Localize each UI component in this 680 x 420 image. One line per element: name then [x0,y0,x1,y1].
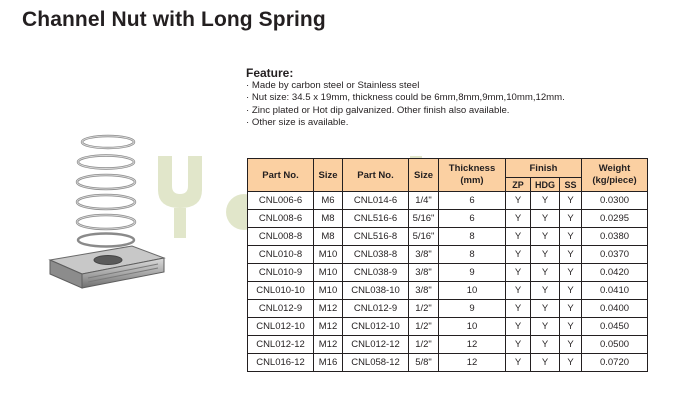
cell-thickness: 6 [439,192,506,210]
header-weight: Weight (kg/piece) [582,159,648,192]
cell-thickness: 10 [439,318,506,336]
cell-part-no-imperial: CNL012-9 [343,300,409,318]
cell-finish-hdg: Y [531,318,560,336]
cell-part-no-imperial: CNL038-8 [343,246,409,264]
cell-finish-ss: Y [560,264,582,282]
cell-thickness: 6 [439,210,506,228]
cell-weight: 0.0300 [582,192,648,210]
cell-part-no-imperial: CNL038-9 [343,264,409,282]
page-title: Channel Nut with Long Spring [22,8,326,31]
cell-finish-zp: Y [506,192,531,210]
table-body [248,192,648,372]
cell-size-imperial: 5/16" [409,228,439,246]
cell-size-imperial: 1/2" [409,336,439,354]
cell-part-no: CNL008-8 [248,228,314,246]
cell-part-no: CNL012-10 [248,318,314,336]
cell-size: M12 [314,300,343,318]
cell-size: M12 [314,318,343,336]
cell-part-no-imperial: CNL012-10 [343,318,409,336]
cell-size-imperial: 3/8" [409,282,439,300]
cell-part-no-imperial: CNL014-6 [343,192,409,210]
cell-weight: 0.0380 [582,228,648,246]
table-row [248,318,648,336]
table-row [248,192,648,210]
cell-finish-zp: Y [506,228,531,246]
cell-finish-ss: Y [560,246,582,264]
cell-size: M8 [314,228,343,246]
table-row [248,246,648,264]
cell-weight: 0.0410 [582,282,648,300]
cell-size-imperial: 5/16" [409,210,439,228]
header-size-imperial: Size [409,159,439,192]
cell-finish-zp: Y [506,246,531,264]
cell-size: M10 [314,282,343,300]
cell-thickness: 12 [439,354,506,372]
cell-finish-hdg: Y [531,228,560,246]
cell-thickness: 8 [439,228,506,246]
cell-part-no-imperial: CNL012-12 [343,336,409,354]
table-row [248,264,648,282]
cell-size-imperial: 1/2" [409,300,439,318]
cell-weight: 0.0720 [582,354,648,372]
header-thickness: Thickness (mm) [439,159,506,192]
cell-size-imperial: 3/8" [409,246,439,264]
cell-part-no: CNL008-6 [248,210,314,228]
cell-size: M12 [314,336,343,354]
cell-weight: 0.0370 [582,246,648,264]
cell-size: M16 [314,354,343,372]
cell-finish-zp: Y [506,336,531,354]
feature-item: · Other size is available. [246,117,565,129]
cell-weight: 0.0295 [582,210,648,228]
cell-finish-ss: Y [560,210,582,228]
cell-weight: 0.0420 [582,264,648,282]
table-row [248,228,648,246]
table-row [248,354,648,372]
cell-finish-ss: Y [560,192,582,210]
feature-item: · Zinc plated or Hot dip galvanized. Other finish also available. [246,105,565,117]
feature-item: · Made by carbon steel or Stainless steel [246,80,565,92]
cell-finish-ss: Y [560,282,582,300]
cell-finish-hdg: Y [531,210,560,228]
cell-finish-hdg: Y [531,354,560,372]
cell-part-no: CNL016-12 [248,354,314,372]
feature-heading: Feature: [246,66,294,80]
cell-size-imperial: 1/2" [409,318,439,336]
cell-part-no-imperial: CNL516-6 [343,210,409,228]
cell-finish-hdg: Y [531,264,560,282]
cell-part-no: CNL010-9 [248,264,314,282]
header-size: Size [314,159,343,192]
cell-finish-zp: Y [506,354,531,372]
cell-weight: 0.0500 [582,336,648,354]
cell-weight: 0.0450 [582,318,648,336]
table-row [248,282,648,300]
cell-finish-ss: Y [560,354,582,372]
header-zp: ZP [506,178,531,192]
header-part-no-imperial: Part No. [343,159,409,192]
cell-finish-zp: Y [506,210,531,228]
cell-size-imperial: 1/4" [409,192,439,210]
table-row [248,336,648,354]
cell-size-imperial: 5/8" [409,354,439,372]
header-ss: SS [560,178,582,192]
header-hdg: HDG [531,178,560,192]
cell-size: M10 [314,246,343,264]
cell-finish-ss: Y [560,318,582,336]
cell-thickness: 8 [439,246,506,264]
cell-weight: 0.0400 [582,300,648,318]
cell-size: M8 [314,210,343,228]
specification-table [247,158,648,372]
cell-part-no-imperial: CNL058-12 [343,354,409,372]
feature-list [246,80,565,130]
table-row [248,300,648,318]
cell-size: M6 [314,192,343,210]
cell-finish-hdg: Y [531,246,560,264]
cell-finish-hdg: Y [531,336,560,354]
cell-finish-ss: Y [560,336,582,354]
cell-part-no: CNL010-10 [248,282,314,300]
cell-part-no: CNL006-6 [248,192,314,210]
cell-finish-zp: Y [506,300,531,318]
cell-finish-zp: Y [506,318,531,336]
cell-finish-zp: Y [506,282,531,300]
cell-part-no: CNL010-8 [248,246,314,264]
cell-part-no: CNL012-9 [248,300,314,318]
header-part-no: Part No. [248,159,314,192]
table-row [248,210,648,228]
cell-finish-hdg: Y [531,282,560,300]
cell-finish-ss: Y [560,228,582,246]
cell-finish-hdg: Y [531,192,560,210]
cell-finish-hdg: Y [531,300,560,318]
cell-thickness: 10 [439,282,506,300]
cell-part-no-imperial: CNL038-10 [343,282,409,300]
header-finish: Finish [506,159,582,178]
feature-item: · Nut size: 34.5 x 19mm, thickness could be 6mm,8mm,9mm,10mm,12mm. [246,92,565,104]
cell-finish-zp: Y [506,264,531,282]
cell-part-no-imperial: CNL516-8 [343,228,409,246]
cell-thickness: 12 [439,336,506,354]
cell-size-imperial: 3/8" [409,264,439,282]
cell-thickness: 9 [439,300,506,318]
cell-thickness: 9 [439,264,506,282]
cell-size: M10 [314,264,343,282]
cell-part-no: CNL012-12 [248,336,314,354]
cell-finish-ss: Y [560,300,582,318]
